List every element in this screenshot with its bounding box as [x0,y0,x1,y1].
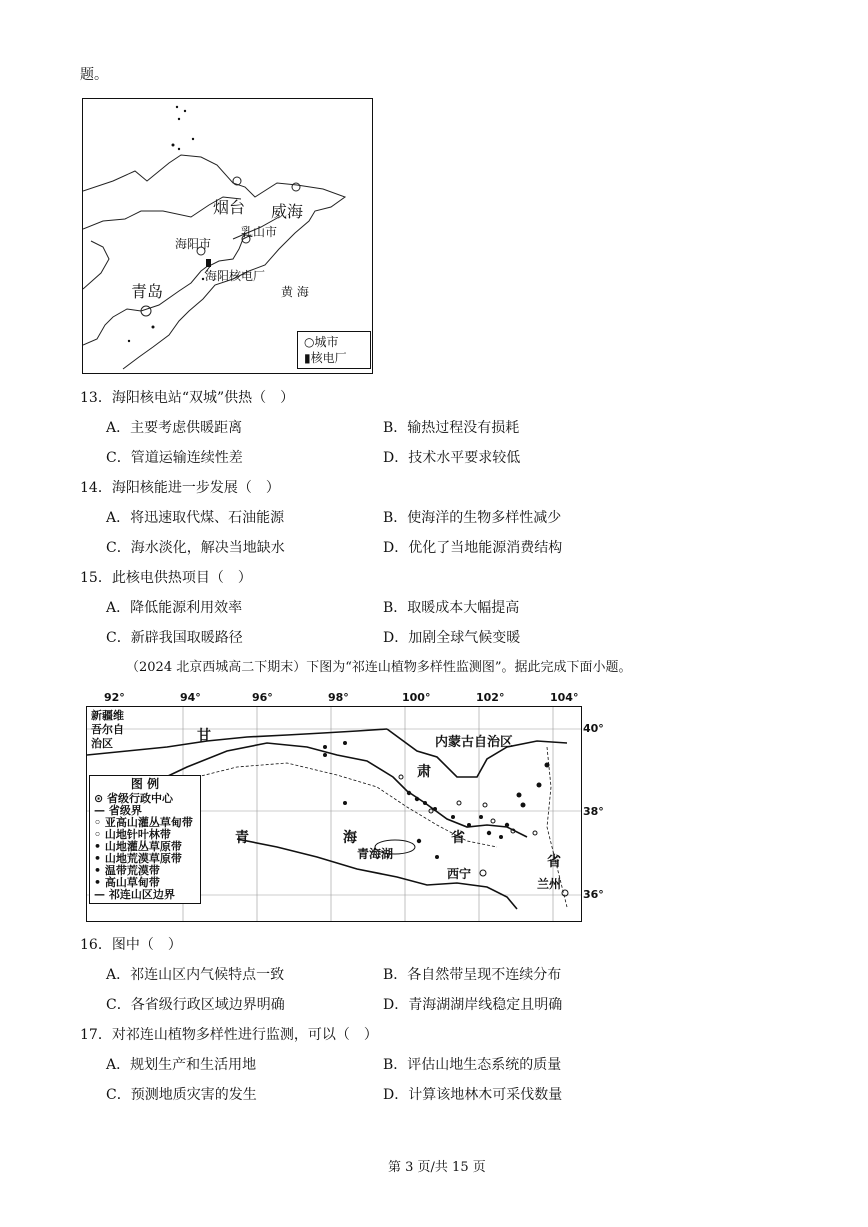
lon-96: 96° [252,691,273,704]
label-su: 肃 [417,764,431,780]
provincial-capital-icon: ⊙ [94,792,108,805]
label-neimeng: 内蒙古自治区 [435,735,514,750]
legend-title: 图 例 [130,777,160,791]
q16-option-c: C．各省级行政区域边界明确 [106,997,285,1013]
q17-option-c: C．预测地质灾害的发生 [106,1087,257,1103]
legend-item-8: — 祁连山区边界 [94,888,175,901]
q17-option-b: B．评估山地生态系统的质量 [383,1057,562,1073]
q13-option-b: B．输热过程没有损耗 [383,420,520,436]
coniferous-forest-icon: ◦ [94,828,105,841]
q14-option-a: A．将迅速取代煤、石油能源 [106,510,285,526]
label-rushan-city: 乳山市 [241,225,278,239]
label-qinghai-lake: 青海湖 [357,847,394,861]
question-16-stem: 16．图中（ ） [80,937,182,953]
q16-option-a: A．祁连山区内气候特点一致 [106,967,285,983]
legend-city-row [304,334,364,350]
label-yantai: 烟台 [213,198,246,217]
legend-item-3: ◦ 山地针叶林带 [94,828,171,841]
alpine-meadow-icon: • [94,876,105,889]
map1-legend [297,331,371,369]
q16-option-d: D．青海湖湖岸线稳定且明确 [383,997,563,1013]
q13-option-d: D．技术水平要求较低 [383,450,521,466]
legend-item-1: — 省级界 [94,804,142,817]
label-weihai: 威海 [271,202,304,221]
temperate-desert-icon: • [94,864,105,877]
question-13-stem: 13．海阳核电站“双城”供热（ ） [80,390,295,406]
label-lanzhou: 兰州 [537,877,562,891]
label-xinjiang-line-3: 治区 [91,737,113,750]
lon-98: 98° [328,691,349,704]
lat-38: 38° [583,805,604,818]
shrub-steppe-icon: • [94,840,105,853]
legend-plant-label: 核电厂 [310,351,347,365]
lon-102: 102° [476,691,505,704]
question-15-stem: 15．此核电供热项目（ ） [80,570,252,586]
label-qing: 青 [235,830,249,846]
section-intro: （2024 北京西城高二下期末）下图为“祁连山植物多样性监测图”。据此完成下面小题。 [126,660,632,675]
legend-item-0: ⊙ 省级行政中心 [94,792,174,805]
label-nuclear-plant: 海阳核电厂 [205,269,266,283]
label-sheng-1: 省 [451,830,465,846]
q15-option-d: D．加剧全球气候变暖 [383,630,521,646]
label-xinjiang-line-2: 吾尔自 [91,723,124,736]
q14-option-d: D．优化了当地能源消费结构 [383,540,563,556]
lon-92: 92° [104,691,125,704]
q13-option-a: A．主要考虑供暖距离 [106,420,243,436]
q15-option-a: A．降低能源利用效率 [106,600,243,616]
qilian-boundary-icon: — [94,888,109,901]
qilian-map [86,706,582,922]
q15-option-c: C．新辟我国取暖路径 [106,630,243,646]
label-xinjiang [91,709,124,751]
provincial-border-icon: — [94,804,109,817]
intro-tail: 题。 [80,67,108,83]
q13-option-c: C．管道运输连续性差 [106,450,243,466]
legend-item-5: • 山地荒漠草原带 [94,852,182,865]
label-sheng-2: 省 [547,854,561,870]
map2-legend [89,775,201,904]
page-footer: 第 3 页/共 15 页 [388,1160,486,1175]
question-17-stem: 17．对祁连山植物多样性进行监测，可以（ ） [80,1027,378,1043]
q15-option-b: B．取暖成本大幅提高 [383,600,520,616]
lon-104: 104° [550,691,579,704]
shandong-map [82,98,373,374]
label-gan: 甘 [197,728,211,744]
label-xinjiang-line-1: 新疆维 [91,709,124,722]
legend-item-7: • 高山草甸带 [94,876,160,889]
legend-item-6: • 温带荒漠带 [94,864,160,877]
label-yellow-sea: 黄 海 [281,285,309,299]
question-14-stem: 14．海阳核能进一步发展（ ） [80,480,280,496]
label-xining: 西宁 [447,867,472,881]
legend-city-label: 城市 [314,335,339,349]
lon-100: 100° [402,691,431,704]
plant-symbol-icon: ▮ [304,351,311,365]
lon-94: 94° [180,691,201,704]
legend-item-2: ◦ 亚高山灌丛草甸带 [94,816,193,829]
lat-40: 40° [583,722,604,735]
subalpine-shrub-icon: ◦ [94,816,105,829]
legend-item-4: • 山地灌丛草原带 [94,840,182,853]
legend-plant-row [304,350,364,366]
q14-option-b: B．使海洋的生物多样性减少 [383,510,562,526]
desert-steppe-icon: • [94,852,105,865]
q17-option-d: D．计算该地林木可采伐数量 [383,1087,563,1103]
q14-option-c: C．海水淡化，解决当地缺水 [106,540,285,556]
label-hai: 海 [343,830,357,846]
label-qingdao: 青岛 [131,282,164,301]
q16-option-b: B．各自然带呈现不连续分布 [383,967,562,983]
lat-36: 36° [583,888,604,901]
q17-option-a: A．规划生产和生活用地 [106,1057,257,1073]
label-haiyang-city: 海阳市 [175,237,212,251]
city-symbol-icon: ○ [304,335,315,349]
